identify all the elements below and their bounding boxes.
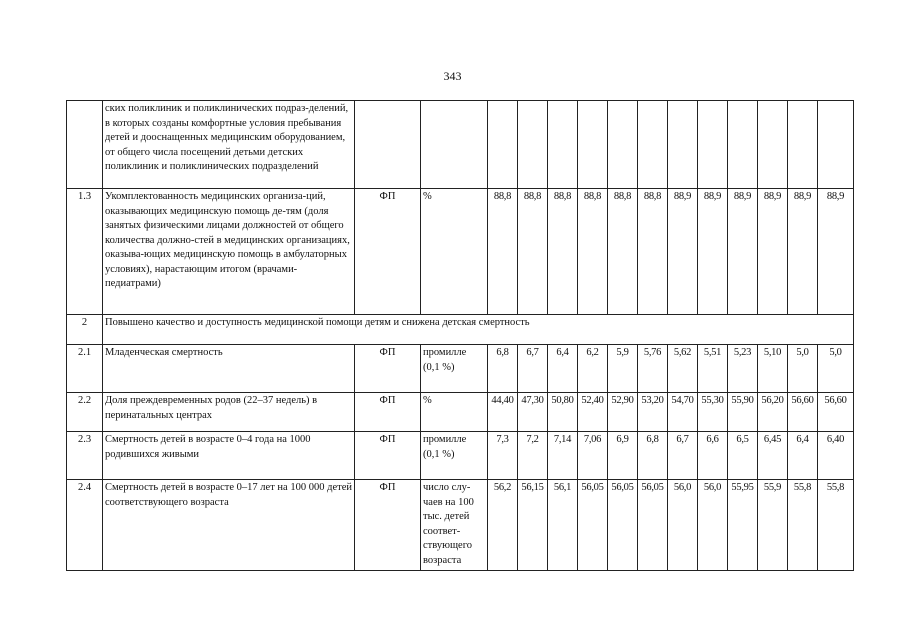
table-row <box>67 480 854 571</box>
indicator-value: 50,80 <box>548 393 578 432</box>
indicator-value: 88,9 <box>668 189 698 315</box>
table-row <box>67 432 854 480</box>
indicator-source <box>355 101 421 189</box>
indicator-value: 6,7 <box>518 345 548 393</box>
row-number: 2.2 <box>67 393 103 432</box>
indicator-value: 55,9 <box>758 480 788 571</box>
row-number <box>67 101 103 189</box>
indicator-unit <box>421 101 488 189</box>
indicator-value: 44,40 <box>488 393 518 432</box>
row-number: 2.3 <box>67 432 103 480</box>
indicator-value: 55,95 <box>728 480 758 571</box>
table-row <box>67 101 854 189</box>
indicator-description: ских поликлиник и поликлинических подраз-делений, в которых созданы комфортные условия пребывания детей и дооснащенных медицинским оборудованием, от общего числа посещений детьми детских поликлиник и поликлинических подразделений <box>103 101 355 189</box>
indicator-value: 6,5 <box>728 432 758 480</box>
indicator-value: 7,3 <box>488 432 518 480</box>
indicator-unit: число слу-чаев на 100 тыс. детей соответ-ствующего возраста <box>421 480 488 571</box>
section-title: Повышено качество и доступность медицинской помощи детям и снижена детская смертность <box>103 315 854 345</box>
indicator-value: 88,8 <box>518 189 548 315</box>
indicator-value <box>698 101 728 189</box>
indicator-value: 56,2 <box>488 480 518 571</box>
indicator-value: 88,8 <box>548 189 578 315</box>
indicator-value: 6,8 <box>488 345 518 393</box>
indicator-value: 5,76 <box>638 345 668 393</box>
row-number: 2 <box>67 315 103 345</box>
indicator-value: 56,60 <box>788 393 818 432</box>
indicator-value <box>668 101 698 189</box>
indicator-value: 56,20 <box>758 393 788 432</box>
row-number: 2.4 <box>67 480 103 571</box>
indicator-value: 5,0 <box>788 345 818 393</box>
indicator-value: 54,70 <box>668 393 698 432</box>
indicator-value: 56,05 <box>608 480 638 571</box>
indicator-source: ФП <box>355 189 421 315</box>
indicator-value: 5,51 <box>698 345 728 393</box>
indicator-value: 7,06 <box>578 432 608 480</box>
indicator-value <box>518 101 548 189</box>
indicator-value <box>758 101 788 189</box>
indicator-value <box>608 101 638 189</box>
indicator-value: 6,7 <box>668 432 698 480</box>
indicator-value: 6,8 <box>638 432 668 480</box>
indicator-value: 88,9 <box>758 189 788 315</box>
indicator-value: 56,15 <box>518 480 548 571</box>
indicator-source: ФП <box>355 345 421 393</box>
indicator-source: ФП <box>355 480 421 571</box>
indicator-description: Смертность детей в возрасте 0–4 года на 1000 родившихся живыми <box>103 432 355 480</box>
indicator-description: Доля преждевременных родов (22–37 недель) в перинатальных центрах <box>103 393 355 432</box>
indicator-value: 52,40 <box>578 393 608 432</box>
indicator-value: 5,10 <box>758 345 788 393</box>
indicator-value <box>638 101 668 189</box>
indicator-value: 56,0 <box>668 480 698 571</box>
indicator-value: 7,14 <box>548 432 578 480</box>
indicator-value <box>548 101 578 189</box>
indicator-value: 52,90 <box>608 393 638 432</box>
indicator-value: 47,30 <box>518 393 548 432</box>
indicator-value: 56,05 <box>638 480 668 571</box>
indicator-value: 56,60 <box>818 393 854 432</box>
indicator-value: 55,90 <box>728 393 758 432</box>
indicator-value: 56,05 <box>578 480 608 571</box>
indicator-value: 56,1 <box>548 480 578 571</box>
indicator-value: 6,40 <box>818 432 854 480</box>
indicator-value: 55,30 <box>698 393 728 432</box>
table-row <box>67 189 854 315</box>
indicator-unit: % <box>421 393 488 432</box>
indicator-value <box>818 101 854 189</box>
indicator-value: 88,8 <box>608 189 638 315</box>
indicator-value: 6,45 <box>758 432 788 480</box>
indicator-description: Укомплектованность медицинских организа-ций, оказывающих медицинскую помощь де-тям (доля занятых физическими лицами должностей от общего количества должно-стей в медицинских организациях, оказыва-ющих медицинскую помощь в амбулаторных условиях), нарастающим итогом (врачами-педиатрами) <box>103 189 355 315</box>
indicator-value: 55,8 <box>788 480 818 571</box>
row-number: 1.3 <box>67 189 103 315</box>
indicator-value: 55,8 <box>818 480 854 571</box>
table-row <box>67 345 854 393</box>
indicator-description: Смертность детей в возрасте 0–17 лет на 100 000 детей соответствующего возраста <box>103 480 355 571</box>
table-body <box>67 101 854 571</box>
indicators-table <box>66 100 854 571</box>
indicator-value <box>578 101 608 189</box>
indicator-unit: % <box>421 189 488 315</box>
indicator-value: 5,62 <box>668 345 698 393</box>
indicator-value <box>728 101 758 189</box>
row-number: 2.1 <box>67 345 103 393</box>
indicator-unit: промилле (0,1 %) <box>421 432 488 480</box>
table-section-row <box>67 315 854 345</box>
indicator-value: 88,9 <box>698 189 728 315</box>
indicator-value: 88,8 <box>638 189 668 315</box>
indicator-description: Младенческая смертность <box>103 345 355 393</box>
indicator-value: 6,9 <box>608 432 638 480</box>
indicator-value: 6,4 <box>788 432 818 480</box>
indicator-value: 5,23 <box>728 345 758 393</box>
indicator-value: 88,9 <box>728 189 758 315</box>
indicator-value: 88,9 <box>788 189 818 315</box>
indicator-value: 56,0 <box>698 480 728 571</box>
indicator-value: 6,4 <box>548 345 578 393</box>
indicator-value: 88,9 <box>818 189 854 315</box>
indicator-value: 5,0 <box>818 345 854 393</box>
indicator-source: ФП <box>355 432 421 480</box>
indicator-value: 6,6 <box>698 432 728 480</box>
indicator-value: 7,2 <box>518 432 548 480</box>
indicator-source: ФП <box>355 393 421 432</box>
indicator-value: 5,9 <box>608 345 638 393</box>
indicator-value <box>788 101 818 189</box>
indicator-value: 88,8 <box>578 189 608 315</box>
indicator-value <box>488 101 518 189</box>
indicator-value: 88,8 <box>488 189 518 315</box>
indicator-value: 53,20 <box>638 393 668 432</box>
table-row <box>67 393 854 432</box>
indicator-value: 6,2 <box>578 345 608 393</box>
page-number: 343 <box>443 69 462 83</box>
indicator-unit: промилле (0,1 %) <box>421 345 488 393</box>
